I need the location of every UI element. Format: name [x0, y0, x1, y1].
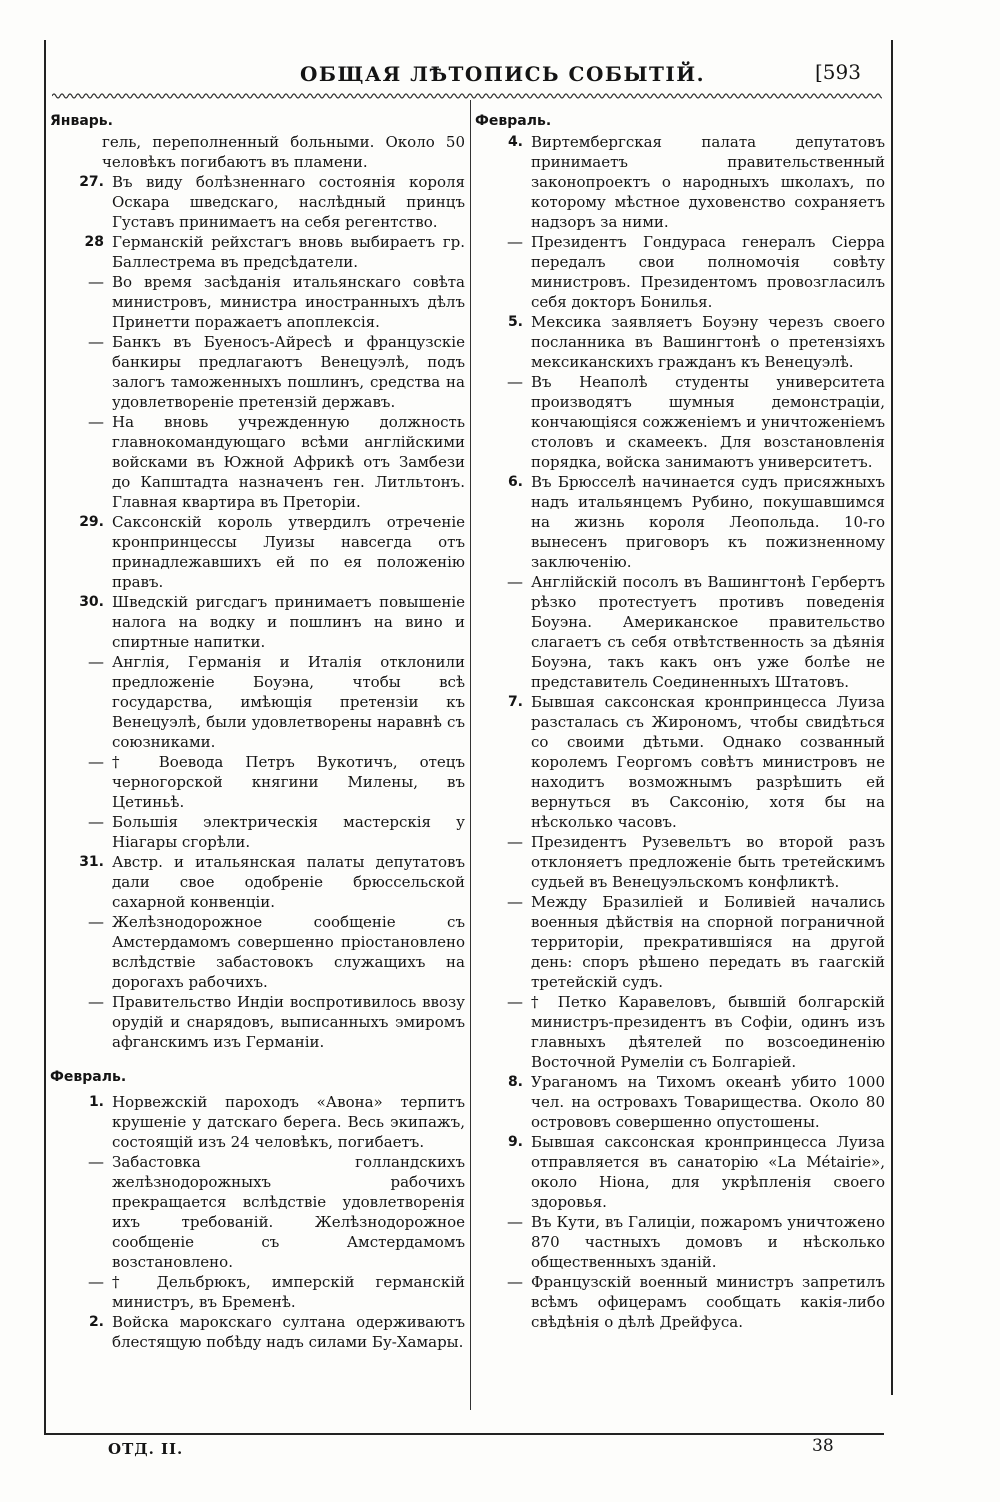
entry-date: 6. — [507, 474, 523, 490]
entry-date: 2. — [88, 1314, 104, 1330]
chronicle-entry — [50, 992, 465, 1052]
entry-text: Между Бразиліей и Боливіей начались военныя дѣйствія на спорной пограничной территоріи, прекратившіяся на другой день: споръ рѣшено передать въ гаагскій третейскій судъ. — [531, 893, 885, 991]
entry-text: Въ Неаполѣ студенты университета производятъ шумныя демонстраціи, кончающіяся сожженіемъ и уничтоженіемъ столовъ и скамеекъ. Для возстановленія порядка, войска занимаютъ университетъ. — [531, 373, 885, 471]
entry-date: — — [88, 812, 104, 831]
chronicle-entry — [475, 372, 885, 472]
entry-date: — — [507, 372, 523, 391]
entry-text: Во время засѣданія итальянскаго совѣта министровъ, министра иностранныхъ дѣлъ Принетти поражаетъ апоплексія. — [112, 273, 465, 331]
entry-date: 31. — [79, 854, 104, 870]
chronicle-entry — [475, 892, 885, 992]
entry-date: 27. — [79, 174, 104, 190]
chronicle-entry — [50, 852, 465, 912]
entry-text: Саксонскій король утвердилъ отреченіе кронпринцессы Луизы навсегда отъ принадлежавшихъ ей по ея положенію правъ. — [112, 513, 465, 591]
entry-text: Бывшая саксонская кронпринцесса Луиза отправляется въ санаторію «La Métairie», около Ніона, для укрѣпленія своего здоровья. — [531, 1133, 885, 1211]
sheet-number: 38 — [812, 1436, 834, 1456]
entry-text: На вновь учрежденную должность главнокомандующаго всѣми англійскими войсками въ Южной Африкѣ отъ Замбези до Капштадта назначенъ ген. Литльтонъ. Главная квартира въ Преторіи. — [112, 413, 465, 511]
entry-date: 8. — [507, 1074, 523, 1090]
entry-date: — — [507, 992, 523, 1011]
entry-date: — — [88, 1272, 104, 1291]
entry-text: Въ виду болѣзненнаго состоянія короля Оскара шведскаго, наслѣдный принцъ Густавъ принимаетъ на себя регентство. — [112, 173, 465, 231]
page-border-right — [891, 40, 893, 1395]
chronicle-entry — [50, 232, 465, 272]
entry-list — [50, 172, 465, 1052]
entry-date: — — [507, 232, 523, 251]
entry-date: — — [88, 992, 104, 1011]
entry-text: Большія электрическія мастерскія у Ніагары сгорѣли. — [112, 813, 465, 851]
entry-text: Австр. и итальянская палаты депутатовъ дали свое одобреніе брюссельской сахарной конвенціи. — [112, 853, 465, 911]
chronicle-entry — [50, 272, 465, 332]
entry-text: Президентъ Гондураса генералъ Сіерра передалъ свои полномочія совѣту министровъ. Президентомъ провозгласилъ себя докторъ Бонилья. — [531, 233, 885, 311]
chronicle-entry — [50, 652, 465, 752]
entry-list — [475, 132, 885, 1332]
entry-date: 29. — [79, 514, 104, 530]
entry-date: 28 — [84, 234, 104, 250]
chronicle-entry — [50, 912, 465, 992]
chronicle-entry — [475, 1272, 885, 1332]
chronicle-entry — [475, 312, 885, 372]
page-border-left — [44, 40, 46, 1435]
entry-text: † Дельбрюкъ, имперскій германскій министръ, въ Бременѣ. — [112, 1273, 465, 1311]
chronicle-entry — [475, 472, 885, 572]
page-number: [593 — [815, 60, 861, 84]
entry-date: — — [88, 272, 104, 291]
entry-text: Президентъ Рузевельтъ во второй разъ отклоняетъ предложеніе быть третейскимъ судьей въ Венецуэльскомъ конфликтѣ. — [531, 833, 885, 891]
chronicle-entry — [50, 592, 465, 652]
page-border-bottom — [44, 1433, 884, 1435]
wavy-rule — [52, 90, 882, 102]
entry-date: — — [88, 912, 104, 931]
column-divider — [470, 100, 471, 1410]
chronicle-entry — [50, 812, 465, 852]
entry-list — [50, 1092, 465, 1352]
entry-text: Мексика заявляетъ Боуэну черезъ своего посланника въ Вашингтонѣ о претензіяхъ мексиканскихъ гражданъ къ Венецуэлѣ. — [531, 313, 885, 371]
entry-text: Забастовка голландскихъ желѣзнодорожныхъ рабочихъ прекращается вслѣдствіе удовлетворенія ихъ требованій. Желѣзнодорожное сообщеніе съ Амстердамомъ возстановлено. — [112, 1153, 465, 1271]
chronicle-entry — [50, 512, 465, 592]
entry-text: Войска марокскаго султана одерживаютъ блестящую побѣду надъ силами Бу-Хамары. — [112, 1313, 465, 1351]
continued-text: гель, переполненный больными. Около 50 человѣкъ погибаютъ въ пламени. — [102, 133, 465, 171]
entry-date: — — [88, 1152, 104, 1171]
entry-text: Англійскій посолъ въ Вашингтонѣ Гербертъ рѣзко протестуетъ противъ поведенія Боуэна. Американское правительство слагаетъ съ себя отвѣтственность за дѣянія Боуэна, такъ какъ онъ уже болѣе не представитель Соединенныхъ Штатовъ. — [531, 573, 885, 691]
entry-date: 5. — [507, 314, 523, 330]
right-column — [475, 112, 885, 1332]
entry-date: — — [507, 832, 523, 851]
chronicle-entry — [50, 332, 465, 412]
entry-text: Въ Кути, въ Галиціи, пожаромъ уничтожено 870 частныхъ домовъ и нѣсколько общественныхъ зданій. — [531, 1213, 885, 1271]
chronicle-entry — [50, 752, 465, 812]
chronicle-entry — [475, 232, 885, 312]
month-heading: Февраль. — [50, 1069, 127, 1085]
chronicle-entry — [475, 1212, 885, 1272]
section-label: ОТД. II. — [108, 1440, 184, 1458]
entry-text: Норвежскій пароходъ «Авона» терпитъ крушеніе у датскаго берега. Весь экипажъ, состоящій изъ 24 человѣкъ, погибаетъ. — [112, 1093, 465, 1151]
month-heading: Февраль. — [475, 113, 552, 129]
entry-date: — — [88, 652, 104, 671]
entry-date: — — [507, 572, 523, 591]
entry-date: — — [88, 752, 104, 771]
entry-date: — — [507, 892, 523, 911]
entry-text: Шведскій ригсдагъ принимаетъ повышеніе налога на водку и пошлинъ на вино и спиртные напитки. — [112, 593, 465, 651]
chronicle-entry — [475, 572, 885, 692]
entry-text: Французскій военный министръ запретилъ всѣмъ офицерамъ сообщать какія-либо свѣдѣнія о дѣлѣ Дрейфуса. — [531, 1273, 885, 1331]
month-heading: Январь. — [50, 113, 113, 129]
entry-date: 7. — [507, 694, 523, 710]
chronicle-entry — [50, 1272, 465, 1312]
chronicle-entry — [50, 412, 465, 512]
entry-text: Банкъ въ Буеносъ-Айресѣ и французскіе банкиры предлагаютъ Венецуэлѣ, подъ залогъ таможенныхъ пошлинъ, средства на удовлетвореніе претензій державъ. — [112, 333, 465, 411]
entry-text: Виртембергская палата депутатовъ принимаетъ правительственный законопроектъ о народныхъ школахъ, по которому мѣстное духовенство сохраняетъ надзоръ за ними. — [531, 133, 885, 231]
chronicle-entry — [475, 992, 885, 1072]
entry-date: — — [88, 332, 104, 351]
chronicle-entry — [475, 1072, 885, 1132]
chronicle-entry — [475, 132, 885, 232]
entry-date: — — [507, 1212, 523, 1231]
left-column — [50, 112, 465, 1352]
entry-text: Правительство Индіи воспротивилось ввозу орудій и снарядовъ, выписанныхъ эмиромъ афганскимъ изъ Германіи. — [112, 993, 465, 1051]
entry-date: 30. — [79, 594, 104, 610]
entry-date: 9. — [507, 1134, 523, 1150]
entry-date: 4. — [507, 134, 523, 150]
entry-date: — — [507, 1272, 523, 1291]
running-title: ОБЩАЯ ЛѢТОПИСЬ СОБЫТІЙ. — [300, 62, 706, 86]
chronicle-entry — [475, 832, 885, 892]
chronicle-entry — [50, 1092, 465, 1152]
chronicle-entry — [50, 1152, 465, 1272]
entry-text: † Петко Каравеловъ, бывшій болгарскій министръ-президентъ въ Софіи, одинъ изъ главныхъ дѣятелей по возсоединенію Восточной Румеліи съ Болгаріей. — [531, 993, 885, 1071]
entry-date: — — [88, 412, 104, 431]
entry-date: 1. — [88, 1094, 104, 1110]
entry-text: Англія, Германія и Италія отклонили предложеніе Боуэна, чтобы всѣ государства, имѣющія претензіи къ Венецуэлѣ, были удовлетворены наравнѣ съ союзниками. — [112, 653, 465, 751]
entry-text: Ураганомъ на Тихомъ океанѣ убито 1000 чел. на островахъ Товарищества. Около 80 острововъ совершенно опустошены. — [531, 1073, 885, 1131]
entry-text: Бывшая саксонская кронпринцесса Луиза разсталась съ Жирономъ, чтобы свидѣться со своими дѣтьми. Однако созванный королемъ Георгомъ совѣтъ министровъ не находитъ возможнымъ разрѣшить ей вернуться въ Саксонію, хотя бы на нѣсколько часовъ. — [531, 693, 885, 831]
entry-text: † Воевода Петръ Вукотичъ, отецъ черногорской княгини Милены, въ Цетиньѣ. — [112, 753, 465, 811]
entry-text: Желѣзнодорожное сообщеніе съ Амстердамомъ совершенно пріостановлено вслѣдствіе забастовокъ служащихъ на дорогахъ рабочихъ. — [112, 913, 465, 991]
entry-text: Германскій рейхстагъ вновь выбираетъ гр. Баллестрема въ предсѣдатели. — [112, 233, 465, 271]
entry-text: Въ Брюсселѣ начинается судъ присяжныхъ надъ итальянцемъ Рубино, покушавшимся на жизнь короля Леопольда. 10-го вынесенъ приговоръ къ пожизненному заключенію. — [531, 473, 885, 571]
chronicle-entry — [475, 692, 885, 832]
chronicle-entry — [50, 1312, 465, 1352]
chronicle-entry — [475, 1132, 885, 1212]
chronicle-entry — [50, 172, 465, 232]
